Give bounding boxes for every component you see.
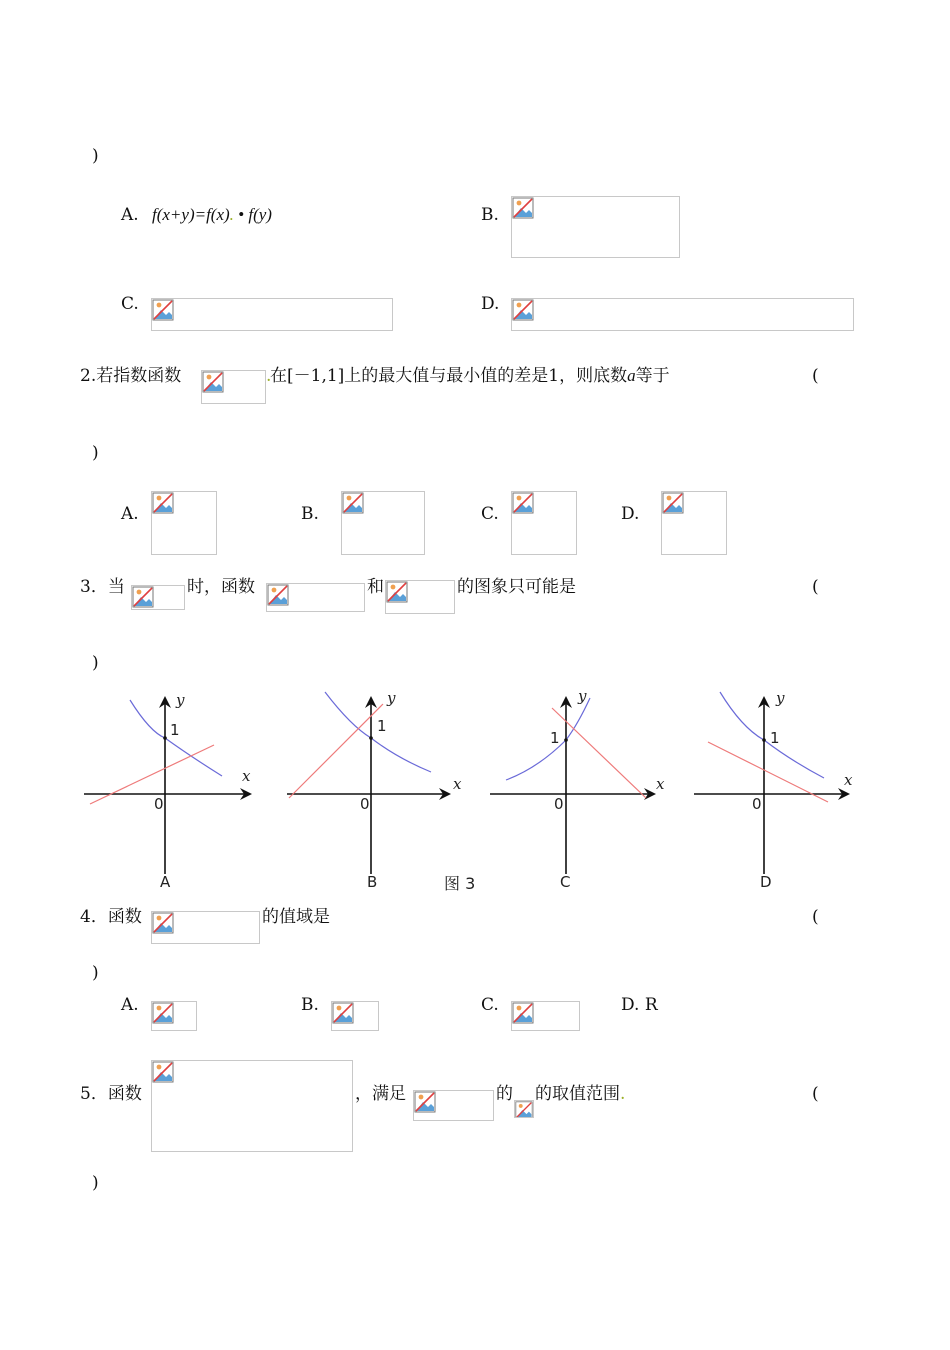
graph-label-d: D — [760, 873, 772, 891]
broken-image-icon — [152, 1002, 174, 1024]
q4-function-image — [151, 911, 260, 944]
q4-option-c-image — [511, 1001, 580, 1031]
y-axis-label: y — [387, 689, 396, 707]
q4-option-b-label: B. — [301, 995, 319, 1015]
q3-condition-image — [131, 585, 185, 610]
q3-prefix: 3．当 — [80, 577, 125, 597]
y-axis-label: y — [776, 689, 785, 707]
x-axis-label: x — [453, 775, 462, 793]
q5-mid2: 的 — [496, 1084, 513, 1104]
q5-prefix: 5．函数 — [80, 1084, 142, 1104]
broken-image-icon — [152, 492, 174, 514]
q5-variable-image — [514, 1100, 534, 1118]
origin-label: 0 — [554, 795, 564, 813]
q3-mid2: 和 — [367, 577, 384, 597]
graph-d-plot — [690, 688, 860, 896]
graph-label-a: A — [160, 873, 171, 891]
graph-c — [486, 688, 676, 896]
q3-function2-image — [385, 580, 455, 614]
one-label: 1 — [550, 729, 560, 747]
green-dot: . — [229, 205, 234, 224]
q2-option-b-label: B. — [301, 504, 319, 524]
q4-close-paren: ) — [92, 963, 99, 983]
q5-condition-image — [413, 1090, 494, 1121]
broken-image-icon — [152, 912, 174, 934]
q4-option-d-label: D. R — [621, 995, 658, 1015]
q2-close-paren: ) — [92, 443, 99, 463]
broken-image-icon — [512, 492, 534, 514]
q1-option-b-label: B. — [481, 205, 499, 225]
q4-open-paren: ( — [812, 907, 819, 927]
q5-function-image — [151, 1060, 353, 1152]
broken-image-icon — [132, 586, 154, 608]
figure-caption: 图 3 — [444, 874, 476, 893]
green-dot: . — [620, 1084, 626, 1104]
one-label: 1 — [770, 729, 780, 747]
q5-suffix: 的取值范围. — [535, 1084, 626, 1104]
graph-a — [80, 688, 270, 896]
q5-close-paren: ) — [92, 1173, 99, 1193]
linear-line — [708, 742, 828, 802]
broken-image-icon — [512, 197, 534, 219]
figure-3 — [80, 688, 858, 896]
intercept-point — [163, 736, 167, 740]
q1-option-c-label: C. — [121, 294, 139, 314]
y-axis-label: y — [176, 691, 185, 709]
origin-label: 0 — [752, 795, 762, 813]
q4-prefix: 4．函数 — [80, 907, 142, 927]
one-label: 1 — [377, 717, 387, 735]
origin-label: 0 — [154, 795, 164, 813]
q5-mid1: ，满足 — [355, 1084, 406, 1104]
origin-label: 0 — [360, 795, 370, 813]
q4-option-a-label: A. — [121, 995, 139, 1015]
graph-a-plot — [80, 688, 270, 896]
exp-curve — [506, 698, 590, 780]
one-label: 1 — [170, 721, 180, 739]
broken-image-icon — [267, 584, 289, 606]
q2-option-a-label: A. — [121, 504, 139, 524]
broken-image-icon — [414, 1091, 436, 1113]
q2-option-c-image — [511, 491, 577, 555]
linear-line — [90, 745, 214, 804]
q1-option-d-label: D. — [481, 294, 500, 314]
q2-option-d-image — [661, 491, 727, 555]
q3-function1-image — [266, 583, 365, 612]
broken-image-icon — [662, 492, 684, 514]
q2-prefix: 2.若指数函数 — [80, 366, 182, 386]
broken-image-icon — [386, 581, 408, 603]
graph-b — [283, 688, 476, 896]
q4-option-b-image — [331, 1001, 379, 1031]
broken-image-icon — [512, 299, 534, 321]
intercept-point — [762, 738, 766, 742]
q2-option-a-image — [151, 491, 217, 555]
broken-image-icon — [332, 1002, 354, 1024]
linear-line — [289, 704, 383, 798]
q4-option-a-image — [151, 1001, 197, 1031]
q2-option-d-label: D. — [621, 504, 640, 524]
q2-option-b-image — [341, 491, 425, 555]
broken-image-icon — [515, 1101, 533, 1118]
broken-image-icon — [342, 492, 364, 514]
q2-open-paren: ( — [812, 366, 819, 386]
q4-suffix: 的值域是 — [262, 907, 330, 927]
q1-option-a-formula: f(x+y)=f(x). • f(y) — [152, 205, 272, 224]
intercept-point — [564, 738, 568, 742]
broken-image-icon — [152, 299, 174, 321]
graph-label-c: C — [560, 873, 571, 891]
q1-option-b-image — [511, 196, 680, 258]
q2-text: 在[－1,1]上的最大值与最小值的差是1，则底数a等于 — [270, 366, 670, 386]
q3-open-paren: ( — [812, 577, 819, 597]
q1-option-d-image — [511, 298, 854, 331]
q4-option-c-label: C. — [481, 995, 499, 1015]
q1-close-paren: ) — [92, 146, 99, 166]
q3-mid1: 时，函数 — [187, 577, 255, 597]
q2-option-c-label: C. — [481, 504, 499, 524]
green-dot: . — [266, 366, 272, 386]
q2-function-image — [201, 370, 266, 404]
q5-open-paren: ( — [812, 1084, 819, 1104]
x-axis-label: x — [242, 767, 251, 785]
q3-suffix: 的图象只可能是 — [457, 577, 576, 597]
broken-image-icon — [202, 371, 224, 393]
x-axis-label: x — [656, 775, 665, 793]
q3-close-paren: ) — [92, 653, 99, 673]
q1-option-a-label: A. — [121, 205, 139, 225]
x-axis-label: x — [844, 771, 853, 789]
q1-option-c-image — [151, 298, 393, 331]
intercept-point — [369, 736, 373, 740]
graph-c-plot — [486, 688, 676, 896]
broken-image-icon — [512, 1002, 534, 1024]
graph-label-b: B — [367, 873, 378, 891]
y-axis-label: y — [578, 687, 587, 705]
broken-image-icon — [152, 1061, 174, 1083]
graph-d — [690, 688, 880, 896]
